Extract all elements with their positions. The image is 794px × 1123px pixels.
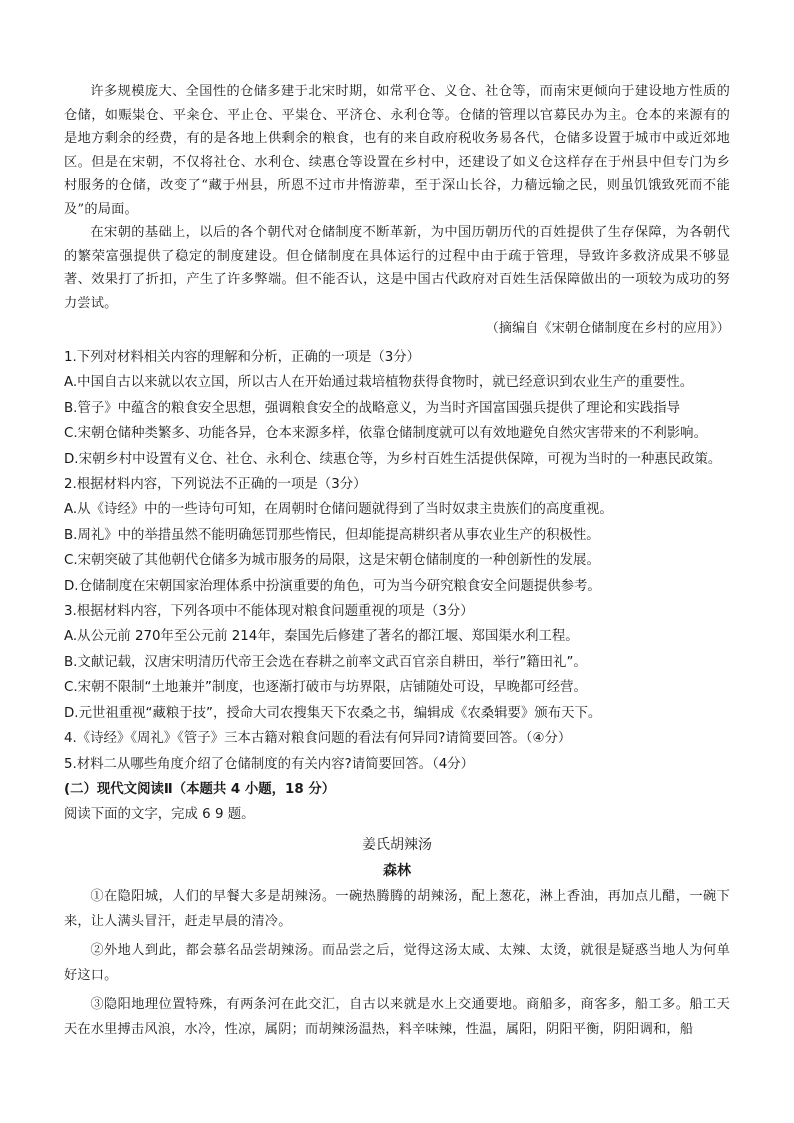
story-author: 森林 (383, 862, 411, 879)
question-list (64, 345, 730, 828)
option-3c: C.宋朝不限制“土地兼并”制度，也逐渐打破市与坊界限，店铺随处可设，早晚都可经营。 (64, 680, 587, 696)
question-5: 5.材料二从哪些角度介绍了仓储制度的有关内容?请简要回答。（4分） (64, 756, 475, 772)
option-2c: C.宋朝突破了其他朝代仓储多为城市服务的局限，这是宋朝仓储制度的一种创新性的发展。 (64, 553, 600, 569)
material-text (64, 80, 730, 341)
option-2a: A.从《诗经》中的一些诗句可知，在周朝时仓储问题就得到了当时奴隶主贵族们的高度重视。 (64, 502, 613, 518)
option-1d: D.宋朝乡村中设置有义仓、社仓、永利仓、续惠仓等，为乡村百姓生活提供保障，可视为当时的一种惠民政策。 (64, 451, 722, 467)
material-paragraph-1: 许多规模庞大、全国性的仓储多建于北宋时期，如常平仓、义仓、社仓等，而南宋更倾向于建设地方性质的仓储，如赈粜仓、平籴仓、平止仓、平粜仓、平济仓、永利仓等。仓储的管理以官募民办为主。仓本的来源有的是地方剩余的经费，有的是各地上供剩余的粮食，也有的来自政府税收务易各代，仓储多设置于城市中或近郊地区。但是在宋朝，不仅将社仓、水利仓、续惠仓等设置在乡村中，还建设了如义仓这样存在于州县中但专门为乡村服务的仓储，改变了“藏于州县，所恩不过市井惰游辈，至于深山长谷，力穑远输之民，则虽饥饿致死而不能及”的局面。 (64, 84, 730, 217)
question-4: 4.《诗经》《周礼》《管子》三本古籍对粮食问题的看法有何异同?请简要回答。（④分） (64, 731, 572, 747)
question-1: 1.下列对材料相关内容的理解和分析，正确的一项是（3分） (64, 350, 421, 365)
option-3a: A.从公元前 270年至公元前 214年，秦国先后修建了著名的都江堰、郑国渠水利工程。 (64, 629, 579, 645)
material-source: （摘编自《宋朝仓储制度在乡村的应用》） (485, 321, 730, 336)
option-3b: B.文献记载，汉唐宋明清历代帝王会选在春耕之前率文武百官亲自耕田，举行”籍田礼”。 (64, 654, 587, 670)
section-instruction: 阅读下面的文字，完成 6 9 题。 (64, 807, 255, 823)
option-2d: D.仓储制度在宋朝国家治理体系中扮演重要的角色，可为当今研究粮食安全问题提供参考。 (64, 578, 601, 594)
section-heading: (二）现代文阅读Ⅱ（本题共 4 小题，18 分） (64, 781, 336, 797)
story-paragraph-2: ②外地人到此，都会慕名品尝胡辣汤。而品尝之后，觉得这汤太咸、太辣、太烫，就很是疑惑当地人为何单好这口。 (64, 942, 730, 983)
option-3d: D.元世祖重视“藏粮于技”，授命大司农搜集天下农桑之书，编辑成《农桑辑要》颁布天下。 (64, 705, 602, 721)
story-text (64, 884, 730, 1042)
option-2b: B.周礼》中的举措虽然不能明确惩罚那些惰民，但却能提高耕织者从事农业生产的积极性。 (64, 527, 600, 543)
option-1b: B.管子》中蕴含的粮食安全思想，强调粮食安全的战略意义，为当时齐国富国强兵提供了理论和实践指导 (64, 400, 681, 416)
question-3: 3.根据材料内容，下列各项中不能体现对粮食问题重视的项是（3分） (64, 604, 474, 620)
story-paragraph-1: ①在隐阳城，人们的早餐大多是胡辣汤。一碗热腾腾的胡辣汤，配上葱花，淋上香油，再加点儿醋，一碗下来，让人满头冒汗，赶走早晨的清冷。 (64, 888, 730, 929)
material-paragraph-2: 在宋朝的基础上，以后的各个朝代对仓储制度不断革新，为中国历朝历代的百姓提供了生存保障，为各朝代的繁荣富强提供了稳定的制度建设。但仓储制度在具体运行的过程中由于疏于管理，导致许多救济成果不够显著、效果打了折扣，产生了许多弊端。但不能否认，这是中国古代政府对百姓生活保障做出的一项较为成功的努力尝试。 (64, 225, 730, 311)
question-2: 2.根据材料内容，下列说法不正确的一项是（3分） (64, 477, 367, 493)
option-1c: C.宋朝仓储种类繁多、功能各异，仓本来源多样，依靠仓储制度就可以有效地避免自然灾害带来的不利影响。 (64, 426, 707, 442)
story-paragraph-3: ③隐阳地理位置特殊，有两条河在此交汇，自古以来就是水上交通要地。商船多，商客多，船工多。船工天天在水里搏击风浪，水冷，性凉，属阴；而胡辣汤温热，料辛味辣，性温，属阳，阴阳平衡，阴阳调和，船 (64, 996, 730, 1037)
option-1a: A.中国自古以来就以农立国，所以古人在开始通过栽培植物获得食物时，就已经意识到农业生产的重要性。 (64, 375, 694, 391)
story-title: 姜氏胡辣汤 (362, 836, 432, 853)
